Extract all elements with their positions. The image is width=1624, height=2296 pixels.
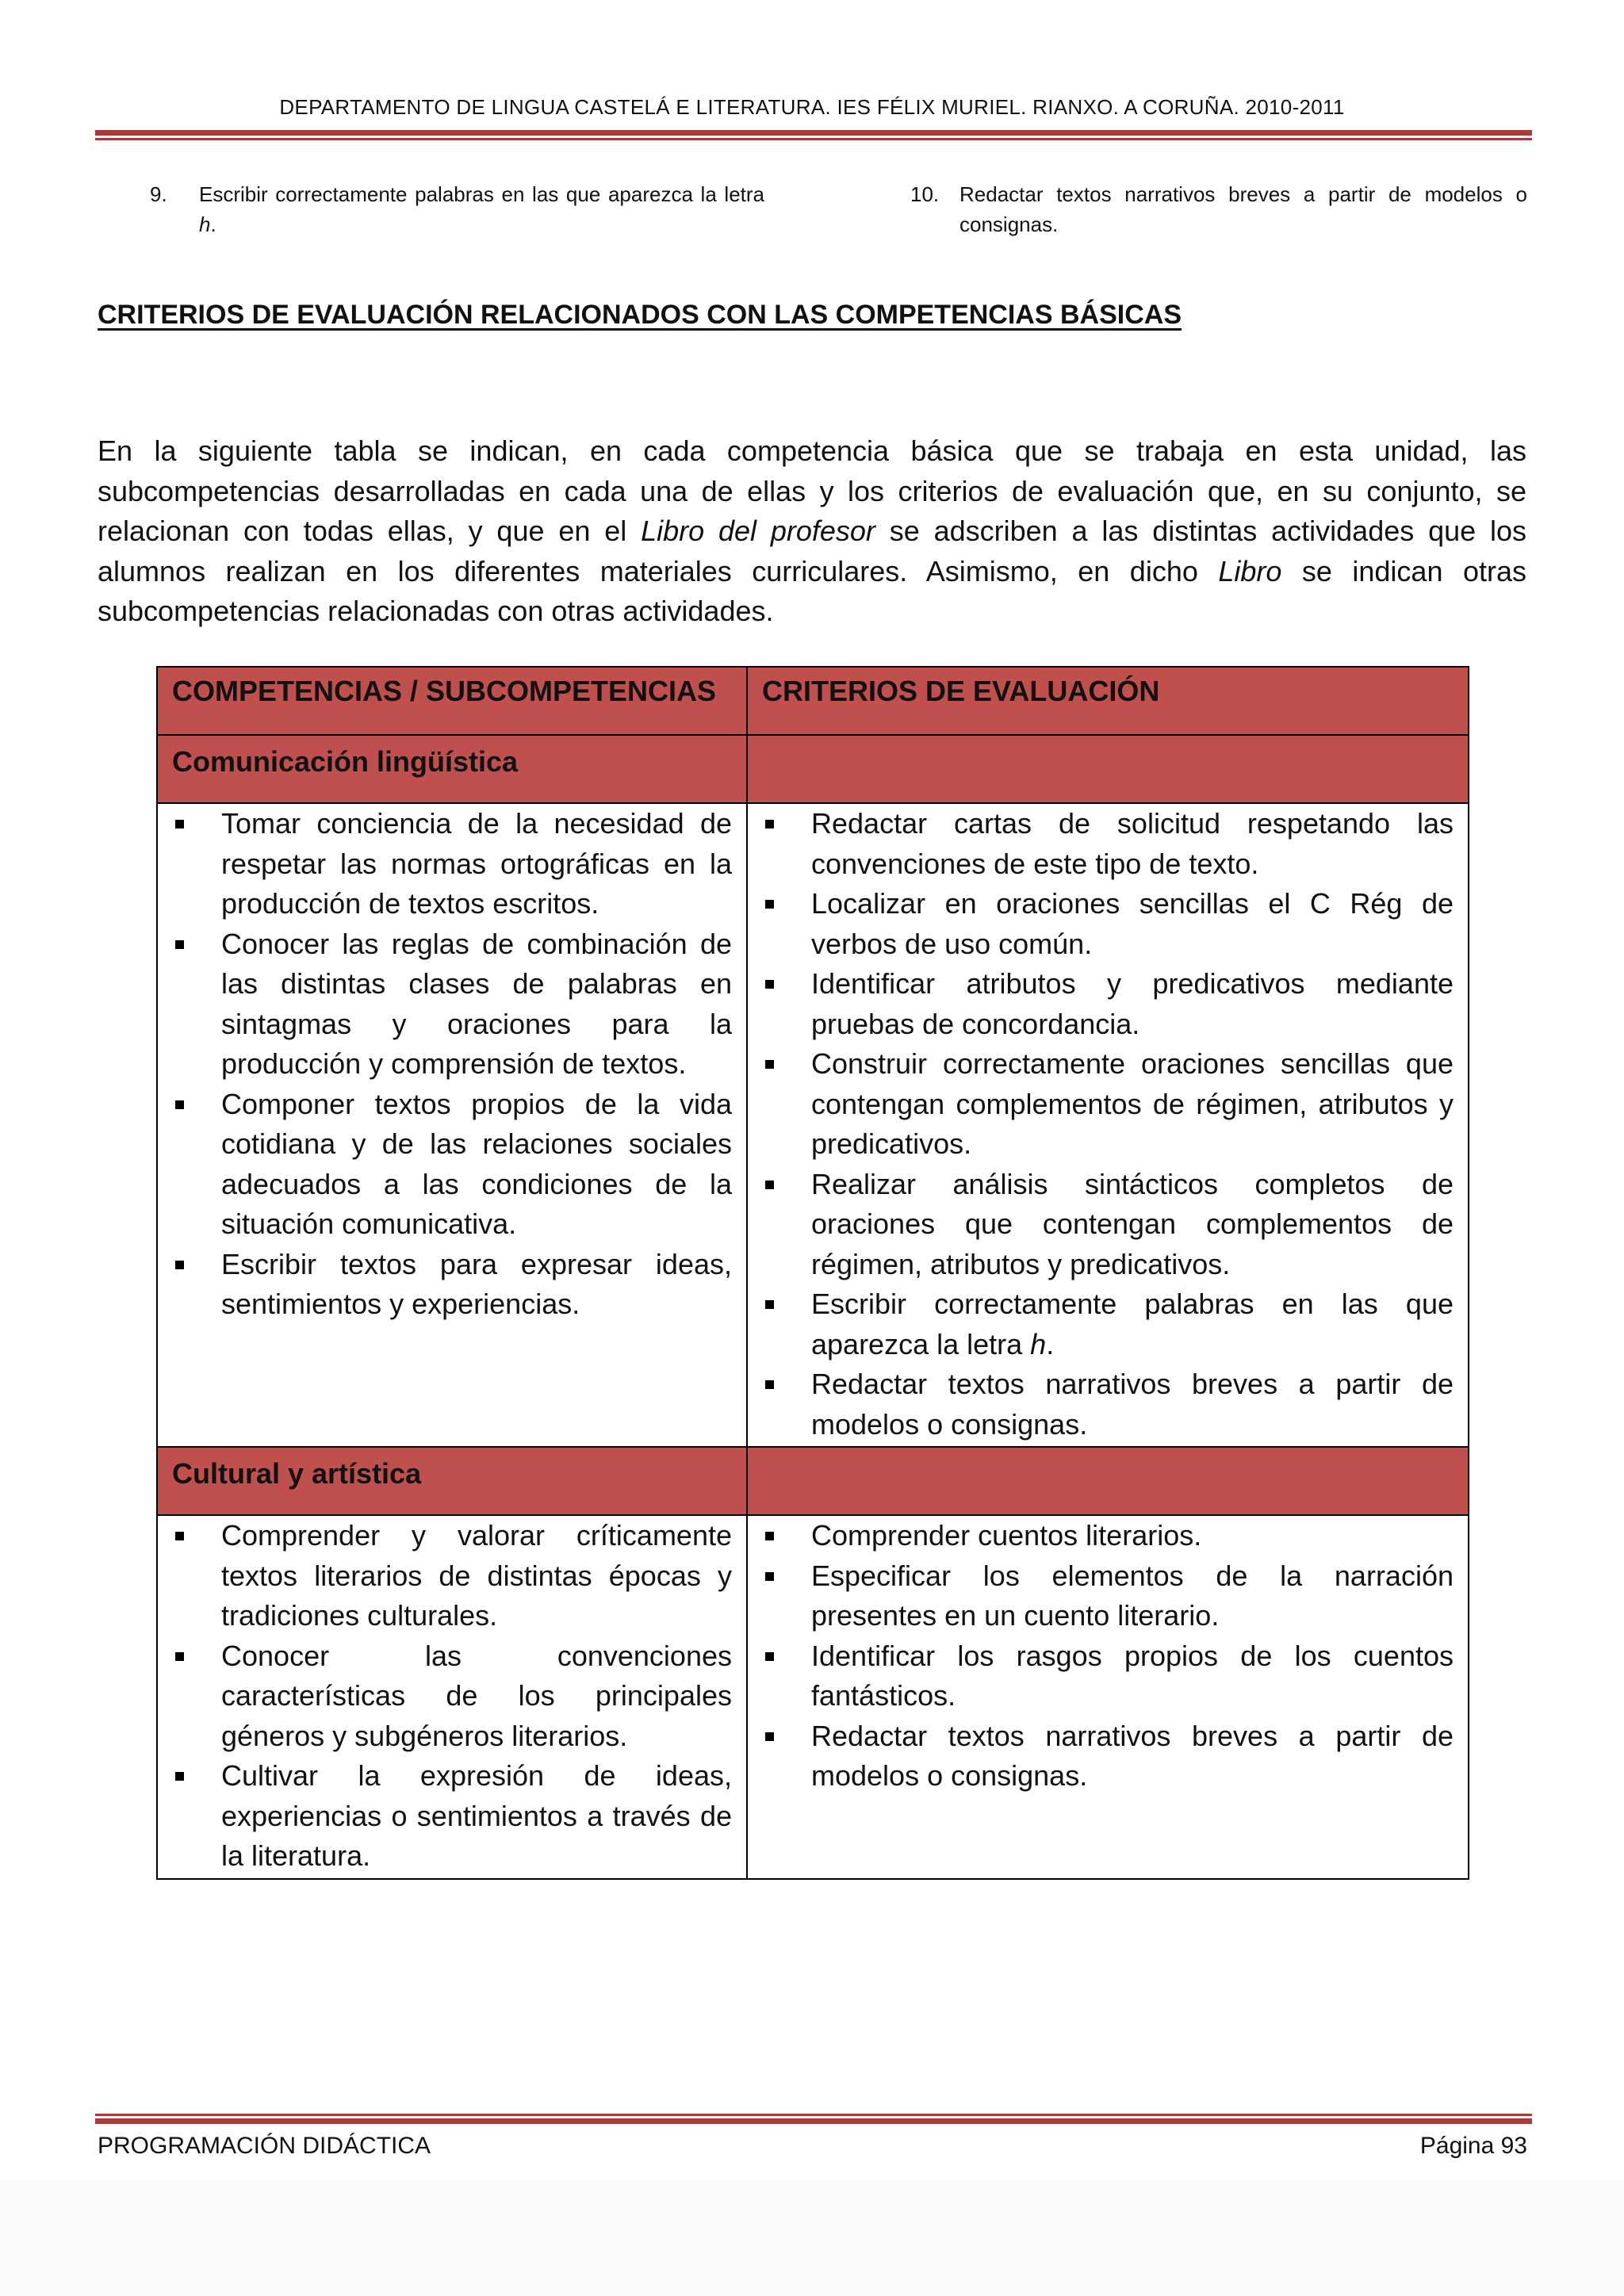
list-item: Redactar textos narrativos breves a partir de modelos o consignas. bbox=[748, 1716, 1454, 1797]
list-item: Componer textos propios de la vida cotidiana y de las relaciones sociales adecuados a las condiciones de la situación comunicativa. bbox=[158, 1085, 732, 1245]
page-number: Página 93 bbox=[1419, 2133, 1527, 2159]
header-rule bbox=[95, 130, 1532, 136]
table-row bbox=[157, 803, 1469, 1447]
list-item: Conocer las reglas de combinación de las distintas clases de palabras en sintagmas y oraciones para la producción y comprensión de textos. bbox=[158, 924, 732, 1085]
objective-number: 10. bbox=[910, 182, 940, 206]
list-item: Tomar conciencia de la necesidad de respetar las normas ortográficas en la producción de textos escritos. bbox=[158, 804, 732, 924]
competencias-table bbox=[156, 666, 1469, 1880]
footer-rule-thin bbox=[95, 2114, 1532, 2116]
list-item: Identificar atributos y predicativos mediante pruebas de concordancia. bbox=[748, 964, 1454, 1044]
objective-text: Escribir correctamente palabras en las que aparezca la letra h. bbox=[199, 182, 764, 236]
list-item: Comprender y valorar críticamente textos literarios de distintas épocas y tradiciones culturales. bbox=[158, 1516, 732, 1636]
group-empty-cell bbox=[747, 735, 1469, 803]
header-rule-thin bbox=[95, 138, 1532, 140]
list-item: Realizar análisis sintácticos completos de oraciones que contengan complementos de régimen, atributos y predicativos. bbox=[748, 1165, 1454, 1285]
list-item: Cultivar la expresión de ideas, experiencias o sentimientos a través de la literatura. bbox=[158, 1756, 732, 1877]
table-row bbox=[157, 1515, 1469, 1879]
criterios-cell bbox=[747, 803, 1469, 1447]
group-name: Comunicación lingüística bbox=[157, 735, 747, 803]
page-header: DEPARTAMENTO DE LINGUA CASTELÁ E LITERATURA. IES FÉLIX MURIEL. RIANXO. A CORUÑA. 2010-2011 bbox=[279, 95, 1345, 119]
objective-number: 9. bbox=[150, 182, 167, 206]
criterios-cell bbox=[747, 1515, 1469, 1879]
subcompetencias-cell bbox=[157, 1515, 747, 1879]
group-name: Cultural y artística bbox=[157, 1447, 747, 1515]
header-cell-competencias: COMPETENCIAS / SUBCOMPETENCIAS bbox=[157, 667, 747, 735]
list-item: Localizar en oraciones sencillas el C Rég de verbos de uso común. bbox=[748, 884, 1454, 964]
objective-text: Redactar textos narrativos breves a partir de modelos o consignas. bbox=[959, 182, 1527, 236]
group-row-comunicacion bbox=[157, 735, 1469, 803]
list-item: Escribir textos para expresar ideas, sentimientos y experiencias. bbox=[158, 1245, 732, 1325]
list-item: Redactar cartas de solicitud respetando las convenciones de este tipo de texto. bbox=[748, 804, 1454, 884]
group-row-cultural bbox=[157, 1447, 1469, 1515]
group-empty-cell bbox=[747, 1447, 1469, 1515]
list-item: Escribir correctamente palabras en las que aparezca la letra h. bbox=[748, 1284, 1454, 1364]
section-title: CRITERIOS DE EVALUACIÓN RELACIONADOS CON LAS COMPETENCIAS BÁSICAS bbox=[98, 300, 1182, 330]
table-header-row bbox=[157, 667, 1469, 735]
page-bottom-margin bbox=[0, 2180, 1624, 2296]
list-item: Comprender cuentos literarios. bbox=[748, 1516, 1454, 1556]
subcompetencias-cell bbox=[157, 803, 747, 1447]
footer-title: PROGRAMACIÓN DIDÁCTICA bbox=[98, 2133, 431, 2159]
footer-rule bbox=[95, 2118, 1532, 2124]
list-item: Conocer las convenciones características de los principales géneros y subgéneros literarios. bbox=[158, 1636, 732, 1757]
list-item: Construir correctamente oraciones sencillas que contengan complementos de régimen, atributos y predicativos. bbox=[748, 1044, 1454, 1165]
intro-paragraph: En la siguiente tabla se indican, en cada competencia básica que se trabaja en esta unidad, las subcompetencias desarrolladas en cada una de ellas y los criterios de evaluación que, en su conjunto, se relacionan con todas ellas, y que en el Libro del profesor se adscriben a las distintas actividades que los alumnos realizan en los diferentes materiales curriculares. Asimismo, en dicho Libro se indican otras subcompetencias relacionadas con otras actividades. bbox=[98, 434, 1526, 627]
header-cell-criterios: CRITERIOS DE EVALUACIÓN bbox=[747, 667, 1469, 735]
list-item: Identificar los rasgos propios de los cuentos fantásticos. bbox=[748, 1636, 1454, 1716]
list-item: Especificar los elementos de la narración presentes en un cuento literario. bbox=[748, 1556, 1454, 1636]
list-item: Redactar textos narrativos breves a partir de modelos o consignas. bbox=[748, 1364, 1454, 1445]
